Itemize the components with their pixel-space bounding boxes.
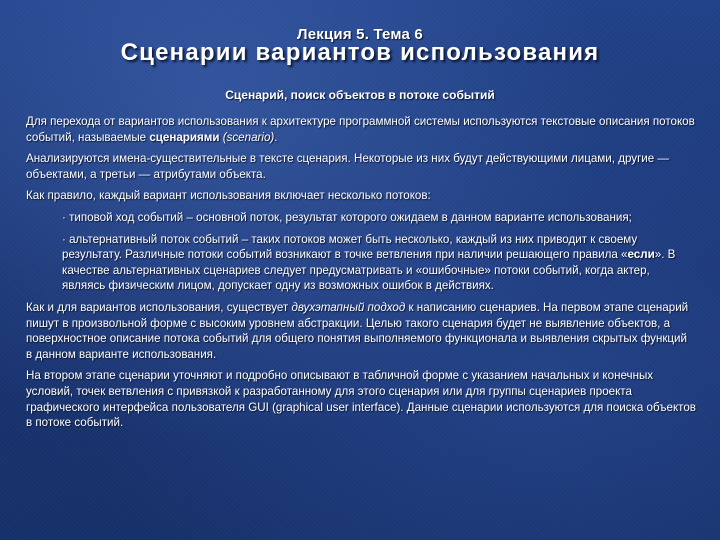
list-item-alternative-flow (62, 232, 696, 294)
paragraph-two-stage-approach (26, 300, 696, 362)
term-scenarios: сценариями (149, 130, 220, 144)
list-item-text: ». В качестве альтернативных сценариев следует предусматривать и «ошибочные» потоки событий, когда актер, являясь физическим лицом, допускает одну из возможных ошибок в действиях. (62, 248, 676, 293)
slide-body (26, 114, 696, 437)
paragraph-flows-intro: Как правило, каждый вариант использования включает несколько потоков: (26, 189, 431, 203)
paragraph-text: Как и для вариантов использования, существует (26, 300, 292, 314)
slide-subtitle: Сценарий, поиск объектов в потоке событий (225, 88, 495, 102)
list-item-main-flow: · типовой ход событий – основной поток, результат которого ожидаем в данном варианте использования; (62, 210, 632, 224)
list-item-text: · альтернативный поток событий – таких потоков может быть несколько, каждый из них приводит к своему результату. Различные потоки событий возникают в точке ветвления при наличии решающего правила « (62, 232, 638, 262)
paragraph-text: Для перехода от вариантов использования к архитектуре программной системы используются текстовые описания потоков событий, называемые (26, 115, 695, 144)
paragraph-text: . (274, 130, 278, 144)
slide-title: Сценарии вариантов использования (120, 39, 600, 66)
paragraph-nouns-analysis: Анализируются имена-существительные в тексте сценария. Некоторые из них будут действующими лицами, другие — объектами, а третьи — атрибутами объекта. (26, 152, 670, 181)
lecture-label: Лекция 5. Тема 6 (297, 26, 423, 43)
term-two-stage-approach: двухэтапный подход (291, 300, 406, 314)
paragraph-scenario-definition (26, 114, 696, 145)
term-scenario-english: (scenario) (222, 130, 275, 144)
term-if: если (627, 248, 655, 262)
paragraph-second-stage: На втором этапе сценарии уточняют и подробно описывают в табличной форме с указанием начальных и конечных условий, точек ветвления с привязкой к разработанному для этого сценария или для группы сценариев проекта графического интерфейса пользователя GUI (graphical user interface). Данные сценарии используются для поиска объектов в потоке событий. (26, 369, 696, 430)
paragraph-text: к написанию сценариев. На первом этапе сценарий пишут в произвольной форме с высоким уровнем абстракции. Целью такого сценария будет не выявление объектов, а поверхностное описание потока событий для общего понятия выполняемого функционала и выявления скрытых функций в данном варианте использования. (26, 300, 689, 361)
